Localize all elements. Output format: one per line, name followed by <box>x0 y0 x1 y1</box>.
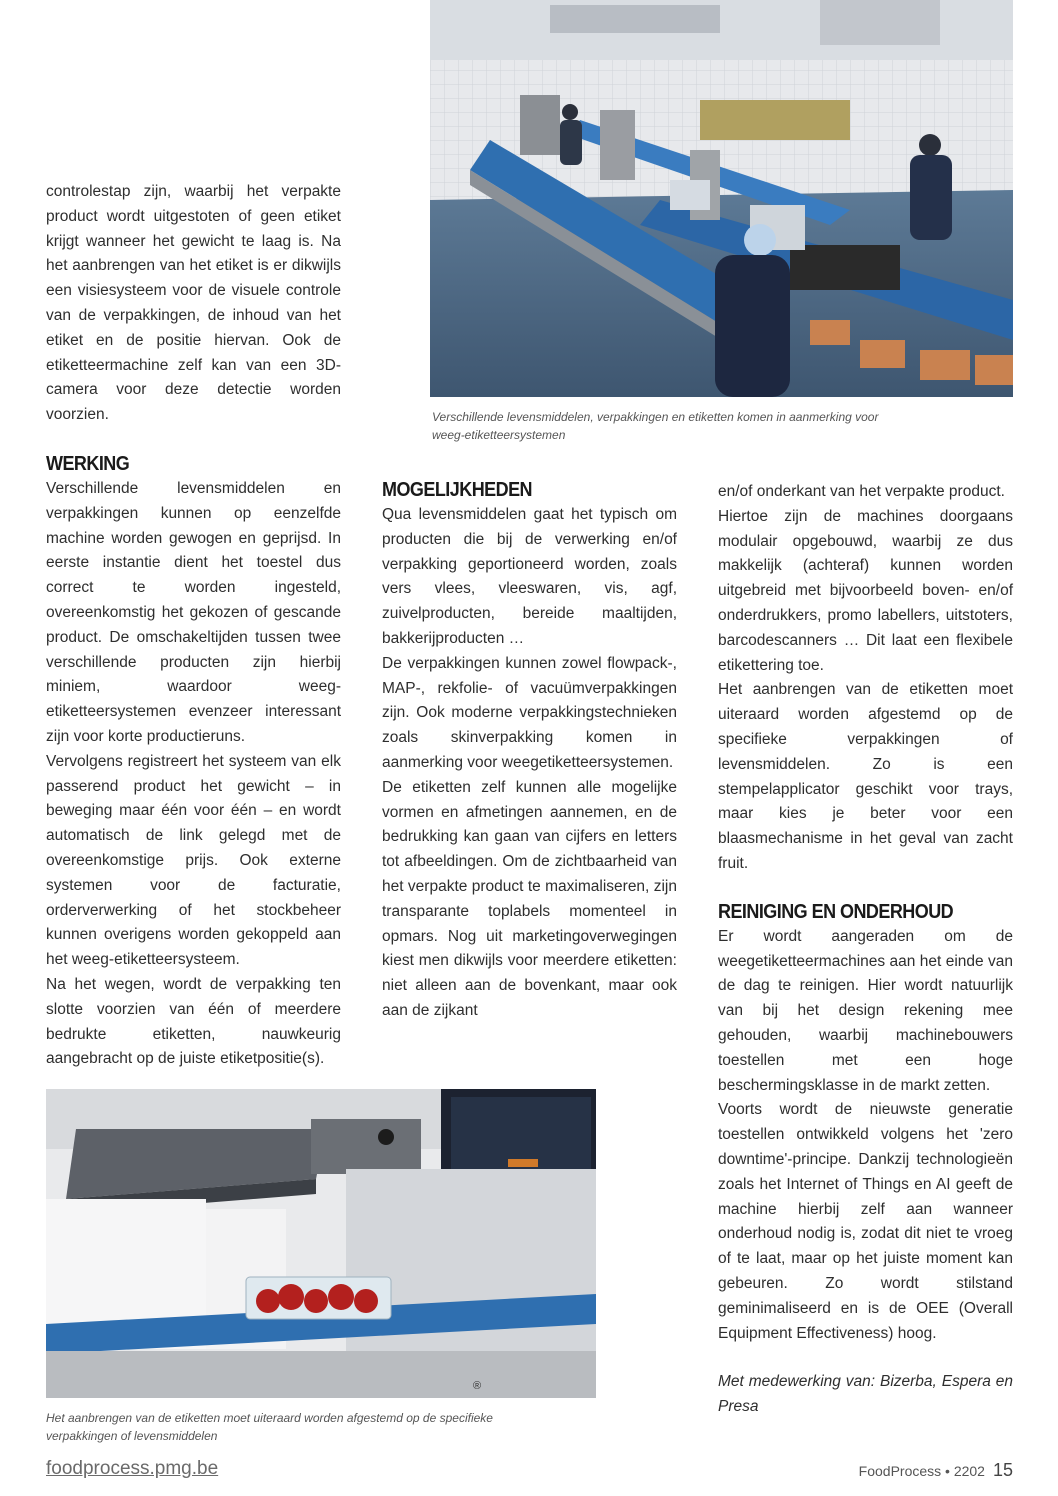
werking-paragraph-1: Verschillende levensmiddelen en verpakkingen kunnen op eenzelfde machine worden gewogen en geprijsd. In eerste instantie dient het toestel dus correct te worden ingesteld, overeenkomstig het gekozen of gescande product. De omschakeltijden tussen twee verschillende producten zijn hierbij miniem, waardoor weeg-etiketteersystemen evenzeer interessant zijn voor korte productieruns. <box>46 479 341 745</box>
column-3-paragraph-2: Hiertoe zijn de machines doorgaans modulair opgebouwd, waarbij ze dus makkelijk (achteraf) kunnen worden uitgebreid met bijvoorbeeld boven- en/of onderdrukkers, promo labellers, uitstoters, barcodescanners … Dit laat een flexibele etikettering toe. <box>718 507 1013 674</box>
factory-illustration <box>430 0 1013 397</box>
mogelijkheden-paragraph-1: Qua levensmiddelen gaat het typisch om producten die bij de verwerking en/of verpakking geportioneerd worden, zoals vers vlees, vleeswaren, vis, agf, zuivelproducten, bereide maaltijden, bakkerijproducten … <box>382 506 677 647</box>
factory-photo <box>430 0 1013 397</box>
column-3-paragraph-3: Het aanbrengen van de etiketten moet uiteraard worden afgestemd op de specifieke verpakkingen of levensmiddelen. Zo is een stempelapplicator geschikt voor trays, maar kies je beter voor een blaasmechanisme in het geval van zacht fruit. <box>718 681 1013 872</box>
labeller-photo <box>46 1089 596 1398</box>
column-3-paragraph-1: en/of onderkant van het verpakte product. <box>718 483 1005 500</box>
issue-label: FoodProcess • 2202 <box>858 1463 985 1479</box>
werking-paragraph-3: Na het wegen, wordt de verpakking ten slotte voorzien van één of meerdere bedrukte etiketten, nauwkeurig aangebracht op de juiste etiketpositie(s). <box>46 975 341 1068</box>
top-photo-caption: Verschillende levensmiddelen, verpakkingen en etiketten komen in aanmerking voor weeg-etiketteersystemen <box>432 410 879 442</box>
svg-text:®: ® <box>473 1380 482 1392</box>
footer-issue <box>859 1460 1013 1481</box>
section-heading-werking: WERKING <box>46 452 130 475</box>
bottom-photo-caption: Het aanbrengen van de etiketten moet uiteraard worden afgestemd op de specifieke verpakkingen of levensmiddelen <box>46 1411 493 1443</box>
section-heading-reiniging: REINIGING EN ONDERHOUD <box>718 900 954 923</box>
werking-paragraph-2: Vervolgens registreert het systeem van elk passerend product het gewicht – in beweging maar één voor één – en wordt automatisch de link gelegd met de overeenkomstige prijs. Ook externe systemen voor de facturatie, orderverwerking of het stockbeheer kunnen overigens worden gekoppeld aan het weeg-etiketteersysteem. <box>46 752 341 969</box>
column-3 <box>718 480 1013 1420</box>
page-number: 15 <box>992 1460 1013 1480</box>
mogelijkheden-paragraph-3: De etiketten zelf kunnen alle mogelijke vormen en afmetingen aannemen, en de bedrukking kan gaan van cijfers en letters tot afbeeldingen. Om de zichtbaarheid van het verpakte product te maximaliseren, zijn transparante toplabels momenteel in opmars. Nog uit marketingoverwegingen kiest men dikwijls voor meerdere etiketten: niet alleen aan de bovenkant, maar ook aan de zijkant <box>382 778 677 1019</box>
column-2 <box>382 477 677 1024</box>
reiniging-paragraph-1: Er wordt aangeraden om de weegetiketteermachines aan het einde van de dag te reinigen. Hier wordt natuurlijk van bij het design rekening mee gehouden, waarbij machinebouwers toestellen met een hoge beschermingsklasse in de markt zetten. <box>718 927 1013 1094</box>
credit-line: Met medewerking van: Bizerba, Espera en Presa <box>718 1373 1013 1416</box>
reiniging-paragraph-2: Voorts wordt de nieuwste generatie toestellen ontwikkeld volgens het 'zero downtime'-principe. Dankzij technologieën zoals het Internet of Things en AI geeft de machine hierbij zelf aan wanneer onderhoud nodig is, zodat dit niet te vroeg of te laat, maar op het juiste moment kan gebeuren. Zo wordt stilstand geminimaliseerd en is de OEE (Overall Equipment Effectiveness) hoog. <box>718 1101 1013 1342</box>
mogelijkheden-paragraph-2: De verpakkingen kunnen zowel flowpack-, MAP-, rekfolie- of vacuümverpakkingen zijn. Ook moderne verpakkingstechnieken zoals skinverpakking komen in aanmerking voor weegetiketteersystemen. <box>382 654 677 771</box>
website-link[interactable]: foodprocess.pmg.be <box>46 1458 219 1479</box>
intro-paragraph: controlestap zijn, waarbij het verpakte product wordt uitgestoten of geen etiket krijgt wanneer het gewicht te laag is. Na het aanbrengen van het etiket is er dikwijls een visiesysteem voor de visuele controle van de verpakkingen, de inhoud van het etiket en de positie hiervan. Ook de etiketteermachine zelf kan van een 3D-camera voor deze detectie worden voorzien. <box>46 183 341 424</box>
labeller-illustration <box>46 1089 596 1398</box>
column-1 <box>46 180 341 1072</box>
section-heading-mogelijkheden: MOGELIJKHEDEN <box>382 479 533 501</box>
